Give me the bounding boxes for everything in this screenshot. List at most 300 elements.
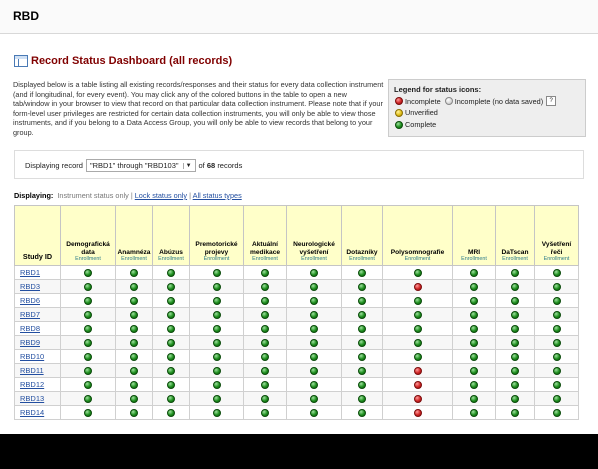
complete-status-icon[interactable] (84, 311, 92, 319)
complete-status-icon[interactable] (358, 311, 366, 319)
status-cell (496, 280, 535, 294)
record-id-cell (15, 364, 61, 378)
status-cell (342, 308, 383, 322)
status-cell (153, 350, 190, 364)
record-id-link[interactable]: RBD14 (20, 408, 45, 417)
status-cell (116, 364, 153, 378)
complete-status-icon[interactable] (310, 339, 318, 347)
status-cell (153, 378, 190, 392)
complete-status-icon[interactable] (84, 353, 92, 361)
complete-status-icon[interactable] (553, 311, 561, 319)
instrument-name: Demografická data (66, 241, 110, 256)
status-cell (244, 350, 287, 364)
record-id-cell (15, 280, 61, 294)
complete-status-icon[interactable] (310, 311, 318, 319)
record-id-cell (15, 336, 61, 350)
status-cell (244, 392, 287, 406)
status-cell (244, 336, 287, 350)
complete-status-icon[interactable] (511, 367, 519, 375)
status-cell (342, 392, 383, 406)
complete-status-icon[interactable] (167, 353, 175, 361)
complete-status-icon[interactable] (213, 395, 221, 403)
status-cell (535, 364, 579, 378)
legend-incomplete (395, 96, 556, 106)
complete-status-icon[interactable] (358, 339, 366, 347)
status-cell (190, 280, 244, 294)
complete-status-icon[interactable] (167, 339, 175, 347)
status-cell (383, 266, 453, 280)
complete-status-icon[interactable] (130, 353, 138, 361)
complete-status-icon[interactable] (213, 409, 221, 417)
status-cell (342, 322, 383, 336)
complete-status-icon[interactable] (470, 283, 478, 291)
complete-status-icon[interactable] (414, 269, 422, 277)
legend-complete (395, 120, 436, 129)
instrument-header (61, 206, 116, 266)
complete-status-icon[interactable] (130, 297, 138, 305)
instrument-name: Aktuální medikace (249, 241, 281, 256)
record-id-link[interactable]: RBD9 (20, 338, 41, 347)
record-id-link[interactable]: RBD10 (20, 352, 45, 361)
complete-status-icon[interactable] (310, 367, 318, 375)
complete-status-icon[interactable] (310, 395, 318, 403)
record-range-of: of (198, 161, 205, 170)
complete-status-icon[interactable] (310, 409, 318, 417)
record-id-link[interactable]: RBD8 (20, 324, 41, 333)
status-cell (244, 364, 287, 378)
complete-status-icon[interactable] (213, 311, 221, 319)
legend-incomplete-label: Incomplete (405, 96, 441, 106)
status-cell (535, 322, 579, 336)
complete-status-icon[interactable] (84, 269, 92, 277)
complete-status-icon[interactable] (261, 367, 269, 375)
complete-status-icon[interactable] (358, 269, 366, 277)
status-cell (496, 294, 535, 308)
instrument-name: DaTscan (501, 248, 529, 256)
status-cell (496, 378, 535, 392)
record-id-cell (15, 350, 61, 364)
complete-status-icon[interactable] (470, 353, 478, 361)
complete-status-icon[interactable] (414, 325, 422, 333)
complete-status-icon[interactable] (261, 269, 269, 277)
complete-status-icon[interactable] (130, 311, 138, 319)
complete-status-icon[interactable] (358, 381, 366, 389)
legend-help-button[interactable]: ? (546, 96, 556, 106)
incomplete-status-icon[interactable] (414, 381, 422, 389)
instrument-name: Vyšetření řeči (541, 241, 572, 256)
record-range-prefix: Displaying record (25, 161, 83, 170)
event-name: Enrollment (543, 256, 570, 262)
event-name: Enrollment (75, 256, 101, 262)
status-cell (535, 392, 579, 406)
complete-status-icon[interactable] (261, 381, 269, 389)
status-cell (244, 322, 287, 336)
instrument-header (153, 206, 190, 266)
status-cell (61, 336, 116, 350)
complete-status-icon[interactable] (261, 353, 269, 361)
complete-status-icon[interactable] (553, 353, 561, 361)
complete-status-icon[interactable] (358, 353, 366, 361)
status-cell (153, 406, 190, 420)
complete-status-icon[interactable] (213, 353, 221, 361)
complete-status-icon[interactable] (511, 269, 519, 277)
complete-status-icon[interactable] (84, 339, 92, 347)
complete-status-icon[interactable] (84, 381, 92, 389)
complete-status-icon[interactable] (130, 325, 138, 333)
complete-status-icon[interactable] (553, 283, 561, 291)
status-cell (383, 308, 453, 322)
complete-status-icon[interactable] (358, 395, 366, 403)
record-range-suffix: records (217, 161, 243, 170)
status-cell (535, 308, 579, 322)
status-cell (383, 336, 453, 350)
status-cell (244, 294, 287, 308)
status-cell (153, 308, 190, 322)
complete-status-icon[interactable] (261, 283, 269, 291)
record-id-cell (15, 406, 61, 420)
instrument-name: MRI (467, 248, 481, 256)
complete-status-icon[interactable] (167, 409, 175, 417)
instrument-name: Dotazníky (346, 248, 378, 256)
incomplete-status-icon[interactable] (414, 395, 422, 403)
complete-status-icon[interactable] (310, 269, 318, 277)
complete-status-icon[interactable] (130, 367, 138, 375)
complete-status-icon[interactable] (470, 297, 478, 305)
status-cell (190, 364, 244, 378)
status-cell (116, 336, 153, 350)
status-cell (190, 322, 244, 336)
complete-status-icon[interactable] (310, 381, 318, 389)
record-id-cell (15, 308, 61, 322)
complete-status-icon[interactable] (310, 283, 318, 291)
status-cell (496, 392, 535, 406)
table-row (15, 322, 579, 336)
table-row (15, 280, 579, 294)
complete-status-icon[interactable] (358, 325, 366, 333)
complete-status-icon[interactable] (310, 353, 318, 361)
filter-all-status-link[interactable]: All status types (192, 191, 242, 200)
complete-status-icon[interactable] (167, 283, 175, 291)
event-name: Enrollment (404, 256, 431, 262)
record-range-select[interactable] (86, 159, 196, 172)
page-title: Record Status Dashboard (all records) (31, 55, 233, 67)
instrument-header (190, 206, 244, 266)
instrument-header (453, 206, 496, 266)
status-cell (61, 378, 116, 392)
instrument-header (383, 206, 453, 266)
status-cell (342, 280, 383, 294)
status-cell (190, 392, 244, 406)
status-cell (153, 280, 190, 294)
complete-status-icon[interactable] (553, 325, 561, 333)
complete-status-icon[interactable] (84, 367, 92, 375)
complete-status-icon[interactable] (414, 353, 422, 361)
filter-instrument-status: Instrument status only (57, 191, 129, 200)
status-cell (383, 294, 453, 308)
table-row (15, 392, 579, 406)
complete-status-icon[interactable] (261, 339, 269, 347)
status-cell (116, 266, 153, 280)
complete-status-icon[interactable] (213, 297, 221, 305)
complete-status-icon[interactable] (511, 339, 519, 347)
status-cell (116, 322, 153, 336)
complete-status-icon[interactable] (167, 269, 175, 277)
project-title: RBD (13, 9, 39, 23)
status-cell (453, 308, 496, 322)
complete-status-icon[interactable] (511, 311, 519, 319)
legend-unverified-label: Unverified (405, 108, 438, 117)
status-cell (287, 350, 342, 364)
status-cell (61, 280, 116, 294)
record-id-link[interactable]: RBD6 (20, 296, 41, 305)
status-cell (153, 392, 190, 406)
status-cell (116, 308, 153, 322)
complete-status-icon[interactable] (553, 367, 561, 375)
event-name: Enrollment (121, 256, 147, 262)
status-cell (342, 378, 383, 392)
complete-status-icon[interactable] (553, 409, 561, 417)
complete-status-icon[interactable] (470, 367, 478, 375)
record-id-link[interactable]: RBD1 (20, 268, 41, 277)
complete-status-icon[interactable] (130, 395, 138, 403)
complete-status-icon[interactable] (167, 381, 175, 389)
table-icon (14, 55, 28, 67)
instrument-header (244, 206, 287, 266)
complete-status-icon[interactable] (358, 283, 366, 291)
complete-status-icon[interactable] (167, 367, 175, 375)
record-id-cell (15, 378, 61, 392)
complete-status-icon[interactable] (511, 325, 519, 333)
event-name: Enrollment (158, 256, 184, 262)
status-cell (287, 280, 342, 294)
complete-status-icon[interactable] (167, 297, 175, 305)
complete-status-icon[interactable] (414, 339, 422, 347)
complete-status-icon[interactable] (130, 269, 138, 277)
complete-status-icon[interactable] (84, 409, 92, 417)
event-name: Enrollment (203, 256, 230, 262)
complete-status-icon[interactable] (358, 297, 366, 305)
status-cell (342, 336, 383, 350)
instrument-name: Abúzus (159, 248, 183, 256)
complete-status-icon[interactable] (130, 283, 138, 291)
complete-status-icon[interactable] (130, 381, 138, 389)
status-cell (342, 350, 383, 364)
complete-status-icon[interactable] (213, 381, 221, 389)
record-range-selected: "RBD1" through "RBD103" (89, 161, 179, 170)
status-cell (287, 392, 342, 406)
record-id-link[interactable]: RBD13 (20, 394, 45, 403)
status-cell (153, 336, 190, 350)
status-cell (453, 378, 496, 392)
status-cell (190, 336, 244, 350)
incomplete-status-icon[interactable] (414, 283, 422, 291)
status-cell (383, 392, 453, 406)
status-cell (287, 294, 342, 308)
complete-status-icon[interactable] (261, 409, 269, 417)
complete-status-icon[interactable] (553, 269, 561, 277)
event-name: Enrollment (461, 256, 487, 262)
complete-status-icon[interactable] (511, 395, 519, 403)
status-cell (383, 280, 453, 294)
status-cell (287, 406, 342, 420)
status-cell (287, 336, 342, 350)
status-cell (61, 350, 116, 364)
complete-status-icon[interactable] (261, 395, 269, 403)
complete-status-icon[interactable] (358, 367, 366, 375)
complete-status-icon[interactable] (470, 269, 478, 277)
instrument-name: Anamnéza (117, 248, 151, 256)
table-row (15, 294, 579, 308)
instrument-header (287, 206, 342, 266)
complete-status-icon[interactable] (261, 297, 269, 305)
status-cell (453, 322, 496, 336)
status-cell (287, 322, 342, 336)
complete-status-icon[interactable] (84, 297, 92, 305)
table-row (15, 308, 579, 322)
legend-unverified (395, 108, 438, 117)
complete-status-icon[interactable] (511, 283, 519, 291)
complete-status-icon[interactable] (84, 283, 92, 291)
table-row (15, 406, 579, 420)
status-cell (287, 364, 342, 378)
chevron-down-icon: ▼ (183, 163, 192, 169)
status-cell (535, 294, 579, 308)
complete-status-icon[interactable] (167, 311, 175, 319)
complete-status-icon[interactable] (358, 409, 366, 417)
table-row (15, 378, 579, 392)
status-cell (153, 294, 190, 308)
complete-status-icon[interactable] (511, 353, 519, 361)
complete-status-icon[interactable] (84, 325, 92, 333)
complete-status-icon[interactable] (470, 395, 478, 403)
status-cell (535, 378, 579, 392)
complete-status-icon[interactable] (167, 395, 175, 403)
instrument-name: Premotorické projevy (195, 241, 238, 256)
legend-complete-label: Complete (405, 120, 437, 129)
complete-status-icon[interactable] (84, 395, 92, 403)
status-cell (116, 294, 153, 308)
legend-title: Legend for status icons: (394, 85, 482, 94)
incomplete-status-icon (395, 97, 403, 105)
complete-status-icon[interactable] (553, 381, 561, 389)
status-legend (388, 79, 586, 137)
filter-separator: | (189, 191, 192, 200)
status-cell (61, 364, 116, 378)
status-cell (244, 378, 287, 392)
status-cell (116, 406, 153, 420)
complete-status-icon[interactable] (213, 283, 221, 291)
table-row (15, 350, 579, 364)
status-cell (61, 294, 116, 308)
page-heading (14, 55, 232, 67)
status-filter-label: Displaying: (14, 191, 54, 200)
intro-text: Displayed below is a table listing all existing records/responses and their status for every data collection instrument (and if longitudinal, for every event). You may click any of the colored buttons in the table to open a new tab/window in your browser to view that record on that particular data collection instrument. Please note that if your form-level user privileges are restricted for certain data collection instruments, you will only be able to view those instruments, and if you belong to a Data Access Group, you will only be able to view records that belong to your group. (13, 80, 384, 137)
instrument-header (535, 206, 579, 266)
complete-status-icon[interactable] (470, 409, 478, 417)
record-id-link[interactable]: RBD12 (20, 380, 45, 389)
complete-status-icon[interactable] (167, 325, 175, 333)
status-cell (244, 266, 287, 280)
project-header (0, 0, 598, 34)
complete-status-icon (395, 121, 403, 129)
record-id-link[interactable]: RBD3 (20, 282, 41, 291)
unverified-status-icon (395, 109, 403, 117)
complete-status-icon[interactable] (213, 269, 221, 277)
complete-status-icon[interactable] (414, 311, 422, 319)
complete-status-icon[interactable] (470, 325, 478, 333)
incomplete-status-icon[interactable] (414, 367, 422, 375)
instrument-header (342, 206, 383, 266)
incomplete-status-icon[interactable] (414, 409, 422, 417)
status-cell (342, 266, 383, 280)
status-cell (342, 364, 383, 378)
complete-status-icon[interactable] (414, 297, 422, 305)
complete-status-icon[interactable] (470, 381, 478, 389)
complete-status-icon[interactable] (553, 339, 561, 347)
status-cell (153, 322, 190, 336)
status-cell (244, 308, 287, 322)
event-name: Enrollment (502, 256, 528, 262)
status-cell (61, 266, 116, 280)
status-cell (287, 308, 342, 322)
record-range-box (14, 150, 584, 179)
study-id-header: Study ID (15, 206, 61, 266)
complete-status-icon[interactable] (130, 409, 138, 417)
complete-status-icon[interactable] (553, 395, 561, 403)
status-cell (496, 406, 535, 420)
complete-status-icon[interactable] (511, 381, 519, 389)
status-cell (116, 378, 153, 392)
complete-status-icon[interactable] (130, 339, 138, 347)
complete-status-icon[interactable] (310, 325, 318, 333)
status-cell (535, 336, 579, 350)
complete-status-icon[interactable] (213, 367, 221, 375)
status-cell (190, 294, 244, 308)
complete-status-icon[interactable] (261, 325, 269, 333)
complete-status-icon[interactable] (310, 297, 318, 305)
complete-status-icon[interactable] (470, 311, 478, 319)
complete-status-icon[interactable] (213, 339, 221, 347)
status-cell (453, 266, 496, 280)
complete-status-icon[interactable] (511, 297, 519, 305)
table-row (15, 266, 579, 280)
status-cell (535, 266, 579, 280)
status-type-filter (14, 191, 242, 200)
record-id-cell (15, 294, 61, 308)
status-cell (535, 350, 579, 364)
status-cell (453, 392, 496, 406)
status-cell (244, 280, 287, 294)
instrument-name: Polysomnografie (390, 248, 445, 256)
status-cell (61, 322, 116, 336)
complete-status-icon[interactable] (553, 297, 561, 305)
status-cell (496, 266, 535, 280)
status-cell (153, 364, 190, 378)
filter-lock-status-link[interactable]: Lock status only (134, 191, 188, 200)
status-cell (342, 406, 383, 420)
status-cell (61, 392, 116, 406)
complete-status-icon[interactable] (470, 339, 478, 347)
status-cell (453, 364, 496, 378)
status-cell (383, 406, 453, 420)
complete-status-icon[interactable] (261, 311, 269, 319)
complete-status-icon[interactable] (511, 409, 519, 417)
record-id-link[interactable]: RBD7 (20, 310, 41, 319)
status-cell (342, 294, 383, 308)
record-id-cell (15, 266, 61, 280)
record-id-link[interactable]: RBD11 (20, 366, 44, 375)
complete-status-icon[interactable] (213, 325, 221, 333)
